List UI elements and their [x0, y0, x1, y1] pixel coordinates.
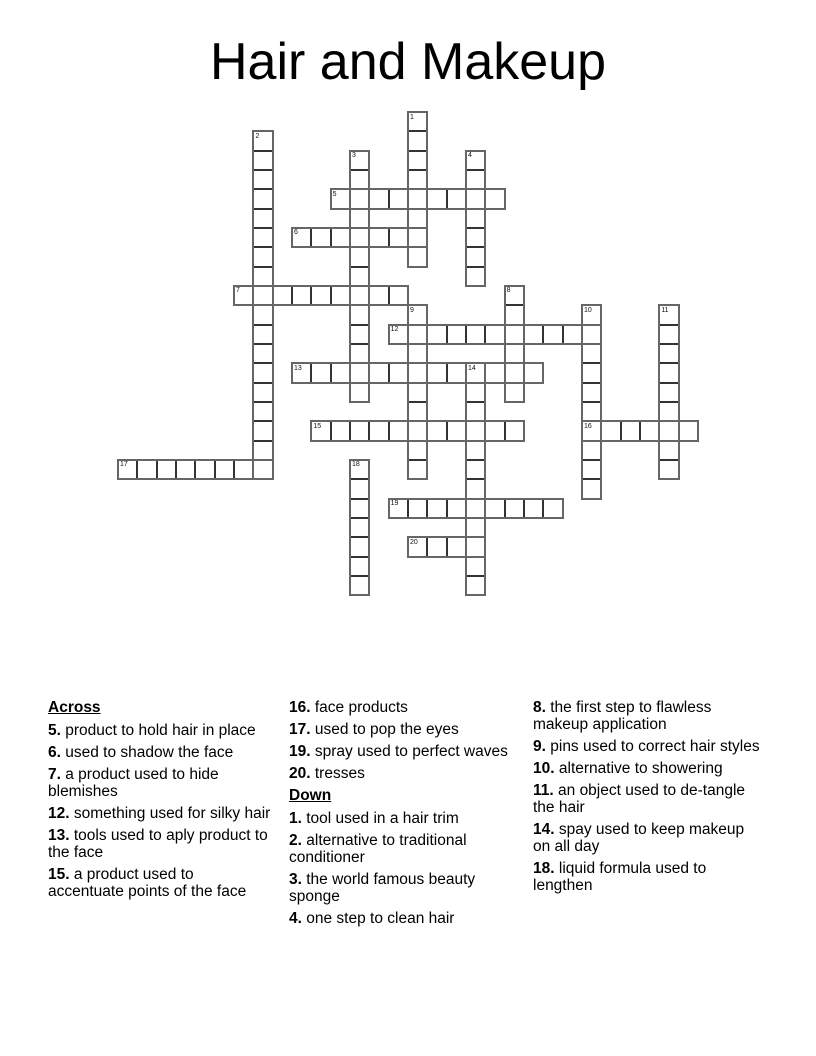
grid-cell[interactable] [524, 325, 543, 344]
cell-number: 6 [293, 229, 298, 237]
clue-item [48, 866, 273, 900]
grid-cell[interactable] [137, 460, 156, 479]
grid-cell[interactable] [331, 189, 350, 208]
grid-cell[interactable] [389, 421, 408, 440]
clue-text: the world famous beauty sponge [289, 871, 476, 905]
grid-cell[interactable] [408, 228, 427, 247]
grid-cell[interactable] [408, 421, 427, 440]
grid-cell[interactable] [427, 421, 446, 440]
clue-text: alternative to showering [558, 760, 723, 777]
grid-cell[interactable] [253, 363, 272, 382]
clue-text: an object used to de-tangle the hair [533, 782, 746, 816]
grid-cell[interactable] [253, 383, 272, 402]
grid-cell[interactable] [273, 286, 292, 305]
cell-number: 18 [351, 461, 360, 469]
grid-cell[interactable] [253, 267, 272, 286]
grid-cell[interactable] [234, 460, 253, 479]
cell-number: 12 [390, 326, 399, 334]
grid-cell[interactable] [659, 421, 678, 440]
cell-number: 17 [120, 461, 128, 469]
grid-cell[interactable] [118, 460, 137, 479]
grid-cell[interactable] [157, 460, 176, 479]
clue-item [289, 832, 517, 866]
grid-cell[interactable] [582, 363, 601, 382]
grid-cell[interactable] [369, 228, 388, 247]
grid-cell[interactable] [524, 499, 543, 518]
grid-cell[interactable] [408, 363, 427, 382]
clue-number: 6. [48, 744, 61, 761]
down-header: Down [289, 787, 332, 804]
clue-number: 20. [289, 765, 311, 782]
grid-cell[interactable] [350, 305, 369, 324]
grid-cell[interactable] [408, 189, 427, 208]
grid-cell[interactable] [389, 189, 408, 208]
grid-cell[interactable] [466, 209, 485, 228]
clue-item [533, 699, 765, 733]
grid-cell[interactable] [447, 363, 466, 382]
grid-cell[interactable] [447, 537, 466, 556]
clue-text: spay used to keep makeup on all day [533, 821, 745, 855]
grid-cell[interactable] [253, 402, 272, 421]
clue-text: one step to clean hair [306, 910, 455, 927]
clue-number: 19. [289, 743, 311, 760]
grid-cell[interactable] [369, 421, 388, 440]
grid-cell[interactable] [485, 421, 504, 440]
grid-cell[interactable] [485, 189, 504, 208]
grid-cell[interactable] [408, 112, 427, 131]
grid-cell[interactable] [253, 151, 272, 170]
clue-item [533, 760, 765, 777]
grid-cell[interactable] [253, 344, 272, 363]
clue-text: tool used in a hair trim [306, 810, 459, 827]
grid-cell[interactable] [543, 499, 562, 518]
grid-cell[interactable] [659, 325, 678, 344]
clue-column-down [533, 699, 765, 899]
cell-number: 16 [583, 422, 592, 430]
grid-cell[interactable] [466, 247, 485, 266]
grid-cell[interactable] [582, 305, 601, 324]
clue-item [289, 910, 517, 927]
cell-number: 15 [313, 422, 322, 430]
grid-cell[interactable] [621, 421, 640, 440]
grid-cell[interactable] [466, 383, 485, 402]
grid-cell[interactable] [466, 537, 485, 556]
cell-number: 3 [351, 152, 356, 160]
grid-cell[interactable] [466, 363, 485, 382]
grid-cell[interactable] [679, 421, 698, 440]
grid-cell[interactable] [505, 344, 524, 363]
grid-cell[interactable] [253, 189, 272, 208]
grid-cell[interactable] [659, 460, 678, 479]
clue-number: 15. [48, 866, 70, 883]
grid-cell[interactable] [466, 499, 485, 518]
grid-cell[interactable] [253, 325, 272, 344]
grid-cell[interactable] [253, 247, 272, 266]
grid-cell[interactable] [253, 170, 272, 189]
grid-cell[interactable] [408, 131, 427, 150]
clue-number: 3. [289, 871, 302, 888]
grid-cell[interactable] [253, 460, 272, 479]
grid-cell[interactable] [292, 363, 311, 382]
clue-text: product to hold hair in place [65, 722, 256, 739]
grid-cell[interactable] [350, 557, 369, 576]
grid-cell[interactable] [466, 151, 485, 170]
grid-cell[interactable] [427, 537, 446, 556]
grid-cell[interactable] [659, 383, 678, 402]
grid-cell[interactable] [350, 363, 369, 382]
clue-column-across [48, 699, 273, 905]
grid-cell[interactable] [408, 383, 427, 402]
grid-cell[interactable] [466, 421, 485, 440]
clue-item [533, 860, 765, 894]
clue-item [48, 744, 273, 761]
grid-cell[interactable] [582, 479, 601, 498]
grid-cell[interactable] [485, 499, 504, 518]
grid-cell[interactable] [582, 421, 601, 440]
clue-item [289, 765, 517, 782]
grid-cell[interactable] [505, 499, 524, 518]
grid-cell[interactable] [350, 209, 369, 228]
grid-cell[interactable] [447, 421, 466, 440]
grid-cell[interactable] [389, 499, 408, 518]
clue-text: liquid formula used to lengthen [533, 860, 707, 894]
grid-cell[interactable] [408, 460, 427, 479]
cell-number: 8 [506, 287, 511, 295]
clue-number: 12. [48, 805, 70, 822]
grid-cell[interactable] [389, 325, 408, 344]
grid-cell[interactable] [505, 421, 524, 440]
grid-cell[interactable] [350, 499, 369, 518]
grid-cell[interactable] [195, 460, 214, 479]
grid-cell[interactable] [466, 189, 485, 208]
grid-cell[interactable] [466, 228, 485, 247]
grid-cell[interactable] [447, 499, 466, 518]
clue-number: 14. [533, 821, 555, 838]
grid-cell[interactable] [350, 267, 369, 286]
clue-number: 1. [289, 810, 302, 827]
grid-cell[interactable] [408, 151, 427, 170]
cell-number: 13 [293, 364, 302, 372]
grid-cell[interactable] [427, 363, 446, 382]
grid-cell[interactable] [485, 325, 504, 344]
grid-cell[interactable] [582, 383, 601, 402]
grid-cell[interactable] [505, 363, 524, 382]
grid-cell[interactable] [408, 247, 427, 266]
clue-item [48, 766, 273, 800]
grid-cell[interactable] [659, 363, 678, 382]
clue-text: alternative to traditional conditioner [289, 832, 467, 866]
clue-number: 11. [533, 782, 554, 799]
grid-cell[interactable] [466, 557, 485, 576]
clue-text: tresses [314, 765, 365, 782]
cell-number: 10 [583, 306, 592, 314]
grid-cell[interactable] [466, 325, 485, 344]
cell-number: 14 [467, 364, 476, 372]
grid-cell[interactable] [311, 286, 330, 305]
grid-cell[interactable] [505, 325, 524, 344]
grid-cell[interactable] [331, 421, 350, 440]
clue-text: a product used to hide blemishes [48, 766, 219, 800]
grid-cell[interactable] [292, 286, 311, 305]
clue-item [289, 743, 517, 760]
cell-number: 1 [409, 113, 414, 121]
grid-cell[interactable] [466, 402, 485, 421]
grid-cell[interactable] [640, 421, 659, 440]
clue-text: the first step to flawless makeup application [533, 699, 712, 733]
grid-cell[interactable] [524, 363, 543, 382]
grid-cell[interactable] [505, 383, 524, 402]
grid-cell[interactable] [408, 402, 427, 421]
grid-cell[interactable] [311, 421, 330, 440]
grid-cell[interactable] [659, 305, 678, 324]
clue-number: 2. [289, 832, 302, 849]
grid-cell[interactable] [350, 286, 369, 305]
grid-cell[interactable] [659, 344, 678, 363]
grid-cell[interactable] [582, 441, 601, 460]
cell-number: 5 [332, 190, 337, 198]
grid-cell[interactable] [253, 131, 272, 150]
clue-text: used to shadow the face [65, 744, 234, 761]
grid-cell[interactable] [466, 267, 485, 286]
grid-cell[interactable] [427, 325, 446, 344]
grid-cell[interactable] [253, 441, 272, 460]
grid-cell[interactable] [408, 344, 427, 363]
grid-cell[interactable] [466, 460, 485, 479]
clue-text: a product used to accentuate points of the face [48, 866, 247, 900]
grid-cell[interactable] [369, 363, 388, 382]
grid-cell[interactable] [350, 344, 369, 363]
grid-cell[interactable] [601, 421, 620, 440]
clue-item [289, 810, 517, 827]
grid-cell[interactable] [253, 228, 272, 247]
clue-item [289, 721, 517, 738]
grid-cell[interactable] [331, 363, 350, 382]
grid-cell[interactable] [350, 170, 369, 189]
clue-number: 17. [289, 721, 311, 738]
grid-cell[interactable] [543, 325, 562, 344]
clue-text: pins used to correct hair styles [550, 738, 760, 755]
grid-cell[interactable] [350, 537, 369, 556]
grid-cell[interactable] [350, 228, 369, 247]
clue-number: 18. [533, 860, 555, 877]
grid-cell[interactable] [253, 209, 272, 228]
grid-cell[interactable] [350, 247, 369, 266]
clue-text: something used for silky hair [73, 805, 271, 822]
grid-cell[interactable] [427, 499, 446, 518]
grid-cell[interactable] [389, 286, 408, 305]
grid-cell[interactable] [176, 460, 195, 479]
grid-cell[interactable] [582, 460, 601, 479]
grid-cell[interactable] [350, 189, 369, 208]
clue-item [48, 827, 273, 861]
grid-cell[interactable] [659, 441, 678, 460]
grid-cell[interactable] [408, 325, 427, 344]
cell-number: 4 [467, 152, 472, 160]
clue-text: spray used to perfect waves [314, 743, 508, 760]
grid-cell[interactable] [215, 460, 234, 479]
grid-cell[interactable] [292, 228, 311, 247]
clue-item [289, 871, 517, 905]
grid-cell[interactable] [234, 286, 253, 305]
grid-cell[interactable] [582, 402, 601, 421]
cell-number: 7 [235, 287, 240, 295]
clue-item [289, 699, 517, 716]
grid-cell[interactable] [466, 441, 485, 460]
grid-cell[interactable] [350, 421, 369, 440]
cell-number: 11 [661, 306, 669, 314]
grid-cell[interactable] [447, 325, 466, 344]
grid-cell[interactable] [350, 479, 369, 498]
across-header: Across [48, 699, 101, 716]
grid-cell[interactable] [408, 305, 427, 324]
grid-cell[interactable] [505, 305, 524, 324]
grid-cell[interactable] [563, 325, 582, 344]
clue-text: used to pop the eyes [314, 721, 459, 738]
grid-cell[interactable] [427, 189, 446, 208]
grid-cell[interactable] [311, 363, 330, 382]
clue-number: 8. [533, 699, 546, 716]
grid-cell[interactable] [485, 363, 504, 382]
grid-cell[interactable] [408, 537, 427, 556]
clue-item [533, 738, 765, 755]
grid-cell[interactable] [466, 170, 485, 189]
grid-cell[interactable] [350, 325, 369, 344]
clue-number: 16. [289, 699, 311, 716]
grid-cell[interactable] [369, 189, 388, 208]
grid-cell[interactable] [369, 286, 388, 305]
grid-cell[interactable] [466, 576, 485, 595]
grid-cell[interactable] [389, 228, 408, 247]
clue-column-middle [289, 699, 517, 932]
cell-number: 19 [390, 500, 399, 508]
grid-cell[interactable] [331, 286, 350, 305]
grid-cell[interactable] [659, 402, 678, 421]
clue-number: 13. [48, 827, 70, 844]
grid-cell[interactable] [350, 383, 369, 402]
grid-cell[interactable] [350, 151, 369, 170]
grid-cell[interactable] [253, 305, 272, 324]
grid-cell[interactable] [350, 576, 369, 595]
grid-cell[interactable] [350, 460, 369, 479]
clue-item [48, 805, 273, 822]
clue-item [48, 722, 273, 739]
grid-cell[interactable] [253, 421, 272, 440]
grid-cell[interactable] [311, 228, 330, 247]
clue-number: 5. [48, 722, 61, 739]
grid-cell[interactable] [505, 286, 524, 305]
grid-cell[interactable] [466, 479, 485, 498]
clue-text: tools used to aply product to the face [48, 827, 268, 861]
clue-text: face products [314, 699, 408, 716]
clue-number: 9. [533, 738, 546, 755]
grid-cell[interactable] [408, 499, 427, 518]
grid-cell[interactable] [408, 170, 427, 189]
clue-number: 7. [48, 766, 61, 783]
grid-cell[interactable] [253, 286, 272, 305]
cell-number: 9 [409, 306, 414, 314]
grid-cell[interactable] [331, 228, 350, 247]
cell-number: 2 [255, 132, 260, 140]
clue-number: 10. [533, 760, 555, 777]
grid-cell[interactable] [582, 325, 601, 344]
grid-cell[interactable] [389, 363, 408, 382]
grid-cell[interactable] [350, 518, 369, 537]
cell-number: 20 [409, 538, 418, 546]
grid-cell[interactable] [408, 441, 427, 460]
grid-cell[interactable] [408, 209, 427, 228]
clue-number: 4. [289, 910, 302, 927]
clue-item [533, 782, 765, 816]
grid-cell[interactable] [466, 518, 485, 537]
grid-cell[interactable] [447, 189, 466, 208]
page-title: Hair and Makeup [210, 33, 606, 91]
grid-cell[interactable] [582, 344, 601, 363]
clue-item [533, 821, 765, 855]
